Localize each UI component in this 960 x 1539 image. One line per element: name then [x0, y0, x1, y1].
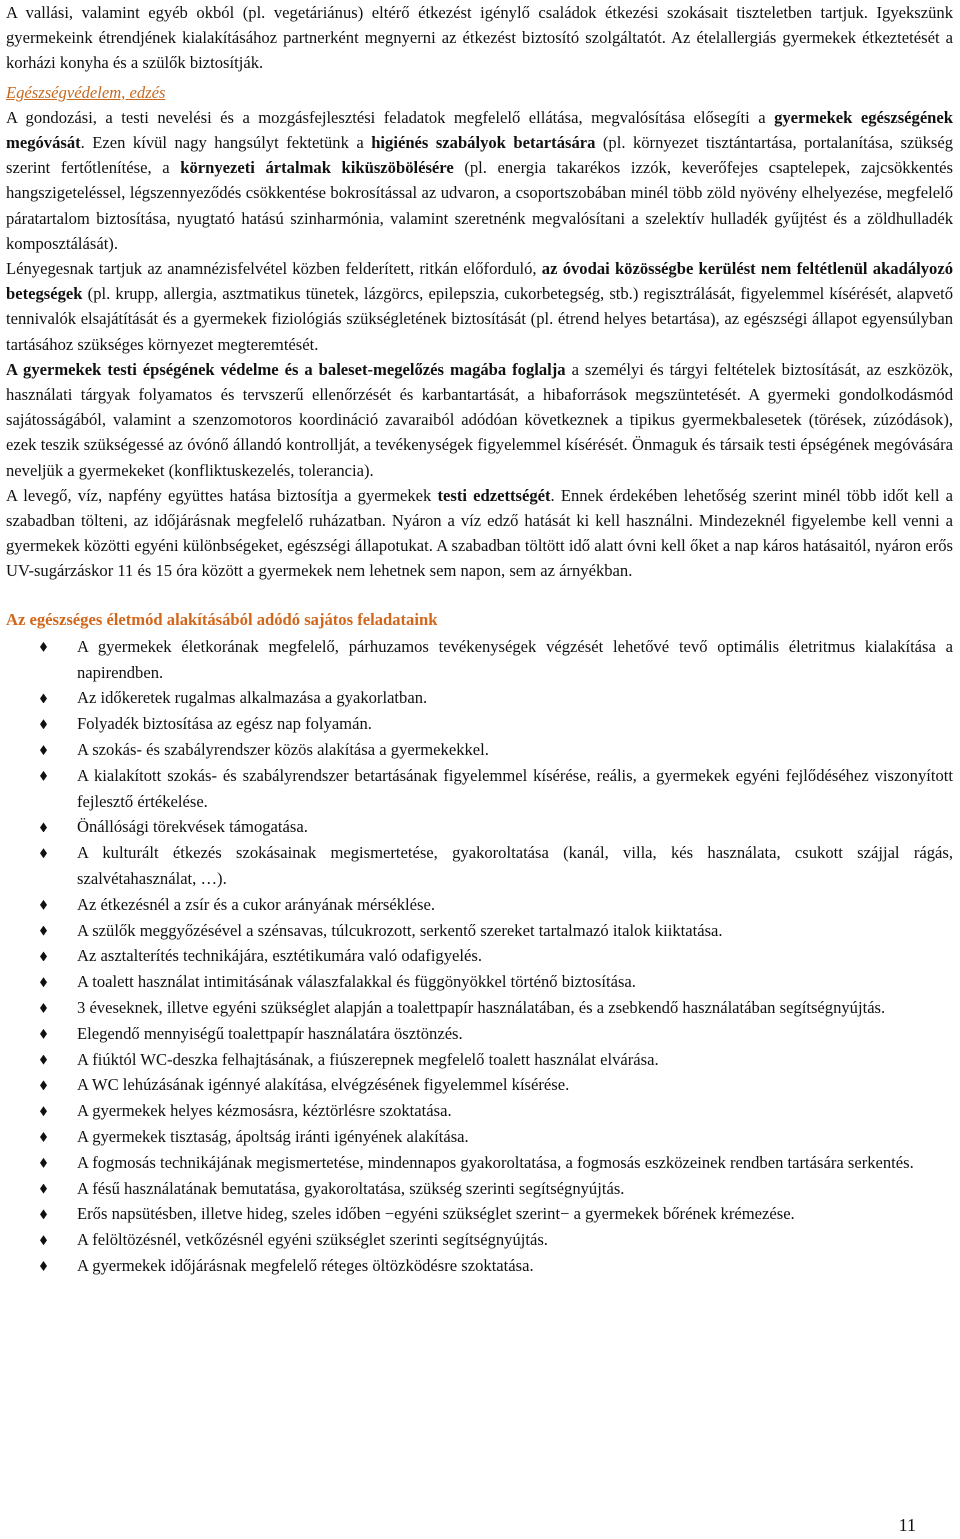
list-item [6, 840, 953, 892]
diamond-bullet-icon [40, 1080, 47, 1090]
diamond-bullet-icon [40, 771, 47, 781]
list-item-text: A fésű használatának bemutatása, gyakoroltatása, szükség szerinti segítségnyújtás. [77, 1178, 625, 1198]
list-item [6, 1201, 953, 1227]
list-item [6, 634, 953, 686]
list-item-text: A gyermekek időjárásnak megfelelő réteges öltözködésre szoktatása. [77, 1256, 534, 1275]
text-run: A levegő, víz, napfény együttes hatása biztosítja a gyermekek [6, 485, 438, 505]
list-item-text: Az időkeretek rugalmas alkalmazása a gyakorlatban. [77, 688, 428, 708]
list-item-text: A gyermekek életkorának megfelelő, párhuzamos tevékenységek végzését lehetővé tevő optimális életritmus kialakítása a napirendben. [77, 636, 953, 682]
diamond-bullet-icon [40, 848, 47, 858]
diamond-bullet-icon [40, 822, 47, 832]
list-item-text: Az étkezésnél a zsír és a cukor arányának mérséklése. [77, 894, 435, 914]
heading-health-protection: Egészségvédelem, edzés [6, 82, 166, 102]
list-item-text: A toalett használat intimitásának válaszfalakkal és függönyökkel történő biztosítása. [77, 972, 636, 992]
list-item-text: A fogmosás technikájának megismertetése, mindennapos gyakoroltatása, a fogmosás eszközeinek rendben tartására serkentés. [77, 1152, 914, 1172]
list-item-text: A WC lehúzásának igénnyé alakítása, elvégzésének figyelemmel kísérése. [77, 1075, 570, 1095]
list-item [6, 814, 953, 840]
text-run: (pl. krupp, allergia, asztmatikus tünetek, lázgörcs, epilepszia, cukorbetegség, stb.) regisztrálását, figyelemmel kísérését, alapvető tennivalók elsajátítását és a gyermekek fiziológiás szükségletének biztosítását (pl. étrend helyes betartása), az egészségi állapot egyensúlyban tartásához szükséges környezet megteremtését. [6, 284, 953, 354]
list-item [6, 1253, 953, 1279]
paragraph-care [6, 105, 953, 256]
list-item [6, 1047, 953, 1073]
bold-run: A gyermekek testi épségének védelme és a baleset-megelőzés magába foglalja [6, 359, 566, 379]
diamond-bullet-icon [40, 1106, 47, 1116]
diamond-bullet-icon [40, 1029, 47, 1039]
list-item [6, 943, 953, 969]
document-page [6, 0, 953, 1279]
text-run: . Ennek érdekében lehetőség szerint minél több időt kell a szabadban tölteni, az időjárásnak megfelelő ruházatban. Nyáron a víz edző hatását ki kell használni. Mindezeknél figyelembe kell venni a gyermekek közötti egyéni különbségeket, egészségi állapotukat. A szabadban töltött idő alatt óvni kell őket a nap káros hatásaitól, nyáron erős UV-sugárzáskor 11 és 15 óra között a gyermekek nem lehetnek sem napon, sem az árnyékban. [6, 485, 953, 581]
page-number: 11 [898, 1515, 916, 1535]
list-item-text: 3 éveseknek, illetve egyéni szükséglet alapján a toalettpapír használatában, és a zsebkendő használatában segítségnyújtás. [77, 998, 886, 1018]
bold-run: higiénés szabályok betartására [371, 133, 596, 153]
list-item [6, 1176, 953, 1202]
text-run: A gondozási, a testi nevelési és a mozgásfejlesztési feladatok megfelelő ellátása, megvalósítása elősegíti a [6, 107, 775, 127]
list-item-text: Önállósági törekvések támogatása. [77, 817, 308, 837]
paragraph-diet: A vallási, valamint egyéb okból (pl. vegetáriánus) eltérő étkezést igénylő családok étkezési szokásait tiszteletben tartjuk. Igyekszünk gyermekeink étrendjének kialakításához partnerként megnyerni az étkezést biztosító szolgáltatót. Az ételallergiás gyermekek étkeztetését a korházi konyha és a szülők biztosítják. [6, 3, 953, 73]
diamond-bullet-icon [40, 951, 47, 961]
list-item [6, 1124, 953, 1150]
list-item-text: A gyermekek helyes kézmosásra, kéztörlésre szoktatása. [77, 1101, 452, 1121]
list-item [6, 1021, 953, 1047]
bold-run: az óvodai közösségbe kerülést nem feltétlenül akadályozó betegségek [6, 259, 953, 304]
list-item [6, 1098, 953, 1124]
list-item-text: A felöltözésnél, vetkőzésnél egyéni szükséglet szerinti segítségnyújtás. [77, 1230, 548, 1250]
list-item-text: Az asztalterítés technikájára, esztétikumára való odafigyelés. [77, 946, 482, 966]
list-item-text: Erős napsütésben, illetve hideg, szeles időben −egyéni szükséglet szerint− a gyermekek bőrének krémezése. [77, 1204, 795, 1224]
list-item [6, 711, 953, 737]
diamond-bullet-icon [40, 1235, 47, 1245]
diamond-bullet-icon [40, 977, 47, 987]
list-item [6, 918, 953, 944]
text-run: a személyi és tárgyi feltételek biztosítását, az eszközök, használati tárgyak folyamatos és tervszerű ellenőrzését és karbantartását, a hibaforrások megszüntetését. A gyermeki gondolkodásmód sajátosságából, valamint a szenzomotoros koordináció zavaraiból adódóan következnek a tipikus gyermekbalesetek (törések, zúzódások), ezek teszik szükségessé az óvónő állandó kontrollját, a tevékenységek figyelemmel kísérését. Önmaguk és társaik testi épségének megóvására neveljük a gyermekeket (konfliktuskezelés, tolerancia). [6, 359, 953, 480]
list-item [6, 685, 953, 711]
diamond-bullet-icon [40, 1261, 47, 1271]
diamond-bullet-icon [40, 900, 47, 910]
diamond-bullet-icon [40, 1209, 47, 1219]
list-item-text: A kialakított szokás- és szabályrendszer betartásának figyelemmel kísérése, reális, a gyermekek egyéni fejlődéséhez viszonyított fejlesztő értékelése. [77, 765, 953, 811]
list-item [6, 995, 953, 1021]
text-run: Lényegesnak tartjuk az anamnézisfelvétel közben felderített, ritkán előforduló, [6, 259, 542, 279]
bold-run: környezeti ártalmak kiküszöbölésére [180, 158, 454, 178]
list-item [6, 892, 953, 918]
diamond-bullet-icon [40, 693, 47, 703]
list-item [6, 1072, 953, 1098]
diamond-bullet-icon [40, 1003, 47, 1013]
paragraph-anamnesis [6, 256, 953, 357]
list-item [6, 1150, 953, 1176]
list-item-text: A gyermekek tisztaság, ápoltság iránti igényének alakítása. [77, 1127, 469, 1147]
bold-run: gyermekek egészségének megóvását [6, 107, 954, 153]
list-item [6, 1227, 953, 1253]
list-item-text: A szokás- és szabályrendszer közös alakítása a gyermekekkel. [77, 740, 489, 760]
diamond-bullet-icon [40, 745, 47, 755]
list-item [6, 737, 953, 763]
diamond-bullet-icon [40, 926, 47, 936]
diamond-bullet-icon [40, 1158, 47, 1168]
list-item [6, 969, 953, 995]
diamond-bullet-icon [40, 1055, 47, 1065]
text-run: . Ezen kívül nagy hangsúlyt fektetünk a [80, 133, 372, 153]
paragraph-hardening [6, 483, 953, 584]
list-item-text: Elegendő mennyiségű toalettpapír használatára ösztönzés. [77, 1023, 463, 1043]
diamond-bullet-icon [40, 1184, 47, 1194]
list-item-text: A fiúktól WC-deszka felhajtásának, a fiúszerepnek megfelelő toalett használat elvárása. [77, 1049, 659, 1069]
text-run: (pl. energia takarékos izzók, keverőfejes csaptelepek, zajcsökkentés hangszigeteléssel, légszennyeződés csökkentése bokrosítással az udvaron, a csoportszobában minél több zöld nyövény elhelyezése, megfelelő páratartalom biztosítása, nyugtató hatású szinharmónia, valamint szeretnénk megvalósítani a szelektív hulladék gyűjtést és a zöldhulladék komposztálását). [6, 158, 953, 253]
task-list [6, 634, 953, 1279]
diamond-bullet-icon [40, 1132, 47, 1142]
diamond-bullet-icon [40, 719, 47, 729]
bold-run: testi edzettségét [437, 485, 551, 505]
list-item [6, 763, 953, 815]
list-item-text: A kulturált étkezés szokásainak megismertetése, gyakoroltatása (kanál, villa, kés használata, csukott szájjal rágás, szalvétahasználat, …). [77, 843, 953, 889]
list-item-text: Folyadék biztosítása az egész nap folyamán. [77, 714, 372, 734]
paragraph-safety [6, 357, 953, 483]
diamond-bullet-icon [40, 642, 47, 652]
heading-special-tasks: Az egészséges életmód alakításából adódó sajátos feladataink [6, 609, 438, 629]
text-run: (pl. környezet tisztántartása, portalanítása, szükség szerint fertőtlenítése, a [6, 133, 954, 178]
list-item-text: A szülők meggyőzésével a szénsavas, túlcukrozott, serkentő szereket tartalmazó italok kiiktatása. [77, 920, 723, 940]
